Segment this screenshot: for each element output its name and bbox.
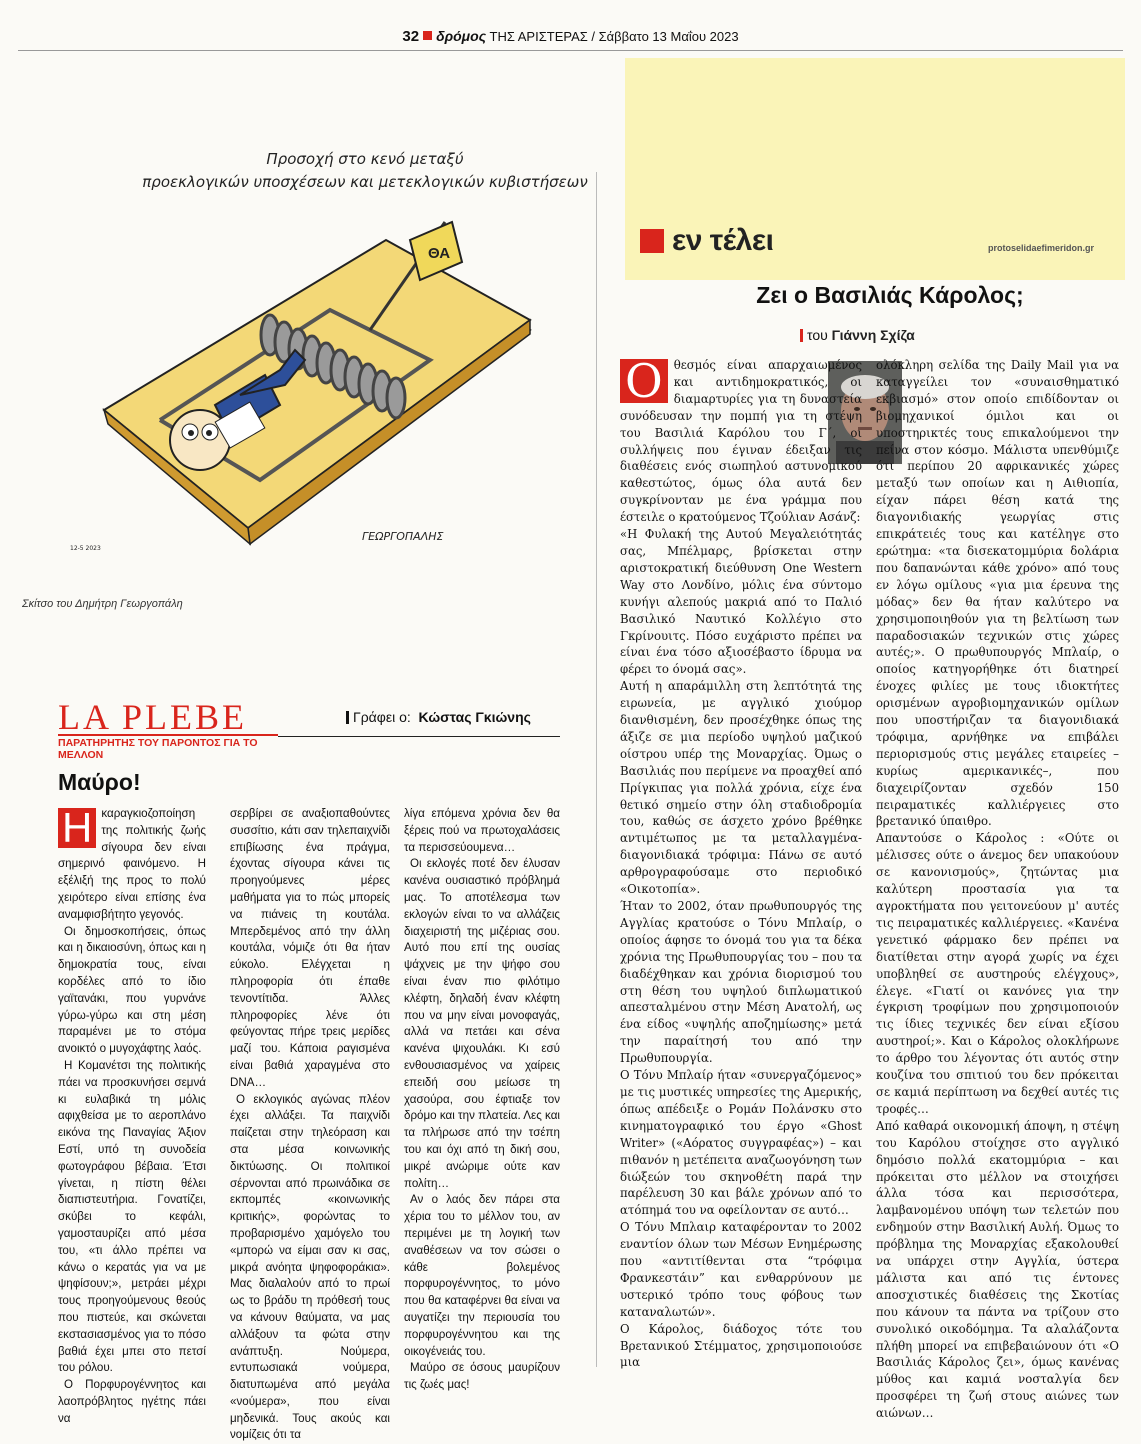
page-header <box>0 28 1141 48</box>
article-col1-p4: Ήταν το 2002, όταν πρωθυπουργός της Αγγλίας κρατούσε ο Τόνυ Μπλαίρ, ο οποίος άφησε το όνομά του για τα δέκα χρόνια της Πρωθυπουργίας του – που τα διαδέχθηκαν και χρόνια διορισμού του στη θέση του υψηλού διπλωματικού απεσταλμένου στην Μέση Ανατολή, ως ένα είδος «υψηλής αποζημίωσης» μετά την παραίτησή του από την Πρωθυπουργία. <box>620 899 862 1066</box>
cartoon-caption-line1: Προσοχή στο κενό μεταξύ <box>266 150 464 168</box>
article-column-2 <box>876 357 1119 1422</box>
article-col2-p3: Από καθαρά οικονομική άποψη, η στέψη του Καρόλου στοίχησε στο αγγλικό δημόσιο πολλά εκατομμύρια – και πρόκειται στο μέλλον να στοιχήσει άλλα τόσα και περισσότερα, λαμβανομένου υπόψη των τελετών που ενδημούν στην Βασιλική Αυλή. Όμως το πρόβλημα της Μοναρχίας εξακολουθεί να υπάρχει στην Αγγλία, ύστερα μάλιστα και από τις έντονες αποσχιστικές διαθέσεις της Σκοτίας που κάνουν τα πάντα να τρίζουν στο συνολικό οικοδόμημα. Τα αλαλάζοντα πλήθη μπορεί να επιβεβαιώνουν ότι «Ο Βασιλιάς Κάρολος ζει», όμως κανένας μύθος και καμιά νοσταλγία δεν προσφέρει τη ζωή στους αιώνες των αιώνων… <box>876 1118 1119 1421</box>
la-plebe-byline <box>346 709 531 725</box>
article-byline <box>800 327 915 343</box>
cartoon-caption <box>130 148 600 194</box>
article-col2-p1: ολόκληρη σελίδα της Daily Mail για να καταγγείλει τον «συναισθηματικό εκβιασμό» στον οποίο επιδίδονταν οι βιομηχανικοί όμιλοι και οι υποστηρικτές τους επικαλούμενοι την πείνα στον κόσμο. Μάλιστα υπενθύμιζε ότι περίπου 20 αφρικανικές χώρες μεταξύ των οποίων και η Αιθιοπία, είχαν πάρει θέση κατά της διαγονιδιακής γεωργίας στις επικράτειές τους και κατέληγε στο ερώτημα: «τα δισεκατομμύρια δολάρια που δαπανώνται κάθε χρόνο» από τους εν λόγω ομίλους «για μια έρευνα της μόδας» δεν θα ήταν καλύτερο να χρησιμοποιηθούν για τη βελτίωση των παραδοσιακών τεχνικών στις χώρες αυτές;». Ο πρωθυπουργός Μπλαίρ, ο οποίος κατηγορήθηκε ότι διατηρεί ένοχες φιλίες με τους ιδιοκτήτες ορισμένων αγροβιομηχανικών ομίλων που υποστήριζαν τα διαγονιδιακά τρόφιμα, αρνήθηκε να επιβάλει περιορισμούς στις μεγάλες εταιρείες –κυρίως αμερικανικές–, που διαχειρίζονταν σχεδόν 150 πειραματικές καλλιέργειες στο βρετανικό ύπαιθρο. <box>876 358 1119 829</box>
red-square-icon <box>423 31 432 40</box>
la-plebe-col3-p2: Οι εκλογές ποτέ δεν έλυσαν κανένα ουσιαστικό πρόβλημά μας. Το αποτέλεσμα των εκλογών είναι το να αλλάζεις διαχειριστή της μιζέριας σου. Αυτό που επί της ουσίας ψάχνεις με την ψήφο σου είναι έναν πιο φιλότιμο κλέφτη, δηλαδή έναν κλέφτη που να μην είναι μονοφαγάς, αλλά να πετάει και σένα κανένα ψιχουλάκι. Κι εσύ ενθουσιασμένος να χαίρεις επειδή σου μείωσε τη χασούρα, σου έφτιαξε τον δρόμο και την πλατεία. Λες και τα πλήρωσε από την τσέπη του και όχι από τη δική σου, μικρέ ανώριμε ούτε καν πολίτη… <box>404 857 560 1190</box>
byline-marker <box>800 329 803 342</box>
sketch-credit: Σκίτσο του Δημήτρη Γεωργοπάλη <box>22 598 183 610</box>
article-column-1 <box>620 354 862 1371</box>
article-dropcap: Ο <box>620 359 668 403</box>
header-rule <box>18 50 1123 51</box>
la-plebe-byline-prefix: Γράφει ο: <box>353 709 411 725</box>
la-plebe-col1-p4: Ο Πορφυρογέννητος και λαοπρόβλητος ηγέτης πάει να <box>58 1378 206 1425</box>
article-col1-p7: Ο Κάρολος, διάδοχος τότε του Βρετανικού Στέμματος, χρησιμοποιούσε μια <box>620 1321 862 1370</box>
article-col1-p1: θεσμός είναι απαρχαιωμένος και αντιδημοκρατικός, οι διαμαρτυρίες για τη δυναστεία συνόδευσαν την πομπή για τη στέψη του Βασιλιά Καρόλου του Γ΄, οι συλλήψεις που έγιναν έδειξαν τις διαθέσεις ενός σιωπηλού αστυνομικού καθεστώτος, όμως όλα αυτά δεν συγκρίνονταν με ένα γράμμα που έστειλε ο κρατούμενος Τζούλιαν Ασάνζ: <box>620 358 862 525</box>
la-plebe-col3-p4: Μαύρο σε όσους μαυρίζουν τις ζωές μας! <box>404 1361 560 1392</box>
red-square-icon <box>640 229 664 253</box>
la-plebe-col2-p2: Ο εκλογικός αγώνας πλέον έχει αλλάξει. Τα παιχνίδι παίζεται στην τηλεόραση και στα μέσα κοινωνικής δικτύωσης. Οι πολιτικοί σέρνονται από πρωινάδικα σε εκπομπές «κοινωνικής κριτικής», φορώντας το προβαρισμένο χαμόγελο του «μπορώ να είμαι σαν κι σας, μικρά ανόητα ψηφοφοράκια». Μας διαλαλούν από το πρωί ως το βράδυ τη πρόθεσή τους να κάνουν θαύματα, να μας αλλάξουν τα φώτα στην ανάπτυξη. Νούμερα, εντυπωσιακά νούμερα, διατυπωμένα από μεγάλα «νούμερα», που είναι μηδενικά. Τους ακούς και νομίζεις ότι τα <box>230 1092 390 1442</box>
page-number: 32 <box>402 28 420 45</box>
cartoon-date-mark: 12-5 2023 <box>70 545 101 552</box>
la-plebe-column-2 <box>230 806 390 1444</box>
article-col1-p3: Αυτή η απαράμιλλη στη λεπτότητά της ειρωνεία, με αγγλικό χιούμορ διανθισμένη, δεν προσέχθηκε όπως της άξιζε σε μια περίοδο υψηλού μαζικού οίστρου υπέρ της Μοναρχίας. Όμως ο Βασιλιάς που περίμενε να προαχθεί από Πρίγκιπας για πολλά χρόνια, είχε ένα θετικό σημείο στην όλη σταδιοδρομία του, καθώς σε άσχετο χρόνο βρέθηκε αντιμέτωπος με τα μεταλλαγμένα-διαγονιδιακά τρόφιμα: Πάνω σε αυτό αρθρογραφούσαμε στο περιοδικό «Οικοτοπία». <box>620 679 862 897</box>
article-author: Γιάννη Σχίζα <box>831 327 915 343</box>
la-plebe-col3-p3: Αν ο λαός δεν πάρει στα χέρια του το μέλλον του, αν περιμένει με τη λογική των αναθέσεων να τον σώσει ο κάθε βολεμένος πορφυρογέννητος, το μόνο που θα καταφέρνει θα είναι να αυγατίζει την περιουσία του πορφυρογέννητου και της οικογένειάς του. <box>404 1193 560 1358</box>
cartoon-signature: ΓΕΩΡΓΟΠΑΛΗΣ <box>362 530 444 543</box>
en-telei-label: εν τέλει <box>672 224 774 257</box>
la-plebe-col1-p2: Οι δημοσκοπήσεις, όπως και η δικαιοσύνη, όπως και η δημοκρατία τους, είναι κορδέλες από το ίδιο γαϊτανάκι, που γυρνάνε γύρω-γύρω και στη μέση παραμένει με το στόμα ανοικτό ο μυγοχάφτης λαός. <box>58 924 206 1056</box>
la-plebe-column-3 <box>404 806 560 1394</box>
la-plebe-author: Κώστας Γκιώνης <box>418 709 531 725</box>
article-col1-p6: Ο Τόνυ Μπλαιρ καταφέρονταν το 2002 εναντίον όλων των Μέσων Ενημέρωσης που «αντιτίθενται στα “τρόφιμα Φρανκεστάιν” και ενθαρρύνουν με υστερικό τρόπο τους φόβους των καταναλωτών». <box>620 1220 862 1319</box>
flag-text: ΘΑ <box>428 245 451 262</box>
la-plebe-rule <box>278 736 560 737</box>
la-plebe-dropcap: Η <box>58 808 96 848</box>
newspaper-brand: δρόμος <box>436 28 487 44</box>
article-col2-p2: Απαντούσε ο Κάρολος : «Ούτε οι μέλισσες ούτε ο άνεμος δεν υπακούουν σε κανονισμούς», ζητώντας μια καλύτερη προστασία για τα αγροκτήματα που γειτονεύουν μ' αυτές τις πειραματικές καλλιέργειες. «Κανένα γενετικό φάρμακο δεν πρέπει να διατίθεται στην αγορά χωρίς να έχει υποβληθεί σε αυστηρούς ελέγχους», έλεγε. «Γιατί οι κανόνες για την έγκριση τροφίμων που χρησιμοποιούν τις ίδιες τεχνικές δεν είναι εξίσου αυστηροί;». Και ο Κάρολος ολοκλήρωνε το άρθρο του λέγοντας ότι αυτός στην κουζίνα του σπιτιού του δεν πρόκειται σε καμιά περίπτωση να δεχθεί αυτές τις τροφές… <box>876 831 1119 1116</box>
byline-marker <box>346 711 349 724</box>
la-plebe-col1-p1: καραγκιοζοποίηση της πολιτικής ζωής σίγουρα δεν είναι σημερινό φαινόμενο. Η εξέλιξή της προς το πολύ χειρότερο είναι επίσης ένα αναμφισβήτητο γεγονός. <box>58 807 206 921</box>
la-plebe-headline: Μαύρο! <box>58 769 141 795</box>
mousetrap-cartoon <box>70 210 560 570</box>
column-divider <box>596 172 597 1367</box>
la-plebe-col2-p1: σερβίρει σε αναξιοπαθούντες συσσίτιο, κάτι σαν τηλεπαιχνίδι επιβίωσης ένα πράγμα, έχοντας σίγουρα κάνει τις προηγούμενες μέρες μαθήματα για το πώς μπορείς να πιάνεις τη κουτάλα. Μπερδεμένος από την άλλη κουτάλα, νόμιζε ότι θα ήταν εύκολο. Ελέγχεται η πληροφορία ότι έπαθε τενοντίτιδα. Άλλες πληροφορίες λένε ότι φεύγοντας πήρε τρεις μερίδες μαζί του. Κάποια ραγισμένα είναι βαθιά χαραγμένα στο DNA… <box>230 807 390 1089</box>
article-headline: Ζει ο Βασιλιάς Κάρολος; <box>756 282 1024 308</box>
watermark: protoselidaefimeridon.gr <box>988 243 1095 253</box>
article-col1-p5: Ο Τόνυ Μπλαίρ ήταν «συνεργαζόμενος» με τις μυστικές υπηρεσίες της Αμερικής, όπως απέδειξε ο Ρομάν Πολάνσκυ στο κινηματογραφικό του έργο «Ghost Writer» («Αόρατος συγγραφέας») – και πιθανόν η μετέπειτα αναζωογόνηση των διώξεών του σκηνοθέτη παρά την παρέλευση 30 και βάλε χρόνων από το ατόπημά του να οφείλονταν σε αυτό… <box>620 1068 862 1218</box>
article-byline-prefix: του <box>807 327 828 343</box>
la-plebe-title: LA PLEBE <box>58 697 248 737</box>
la-plebe-col1-p3: Η Κομανέτσι της πολιτικής πάει να προσκυνήσει σεμνά κι ευλαβικά τη μόλις αφιχθείσα με το αεροπλάνο εικόνα της Παναγίας Άξιον Εστί, υπό τη συνοδεία φωτογράφου βέβαια. Έτσι γίνεται, η πίστη θέλει διαπιστευτήρια. Γονατίζει, σκύβει το κεφάλι, γαμοσταυρίζει από μέσα του, «τι άλλο πρέπει να κάνω ο κερατάς για να με ψηφίσουν;», μετράει μέχρι τους προηγούμενους θεούς που πιστεύε, και σκώνεται εκστασιασμένος για το πόσο βαθιά έχει μπει στο πετσί του ρόλου. <box>58 1058 206 1375</box>
header-date: ΤΗΣ ΑΡΙΣΤΕΡΑΣ / Σάββατο 13 Μαΐου 2023 <box>489 29 739 44</box>
la-plebe-column-1 <box>58 806 206 1427</box>
la-plebe-col3-p1: λίγα επόμενα χρόνια δεν θα ξέρεις πού να πρωτοχαλάσεις τα περισσεύουμενα… <box>404 807 560 854</box>
cartoon-caption-line2: προεκλογικών υποσχέσεων και μετεκλογικών κυβιστήσεων <box>142 173 588 191</box>
article-col1-p2: «Η Φυλακή της Αυτού Μεγαλειότητάς σας, Μπέλμαρς, βρίσκεται στην αριστοκρατική διεύθυνση One Western Way στο Λονδίνο, μόλις ένα σύντομο κυνήγι αλεπούς μακριά από το Παλιό Βασιλικό Ναυτικό Κολλέγιο στο Γκρίνουιτς. Πόσο ευχάριστο πρέπει να είναι ένα τόσο αξιοσέβαστο ίδρυμα να φέρει το όνομά σας». <box>620 527 862 677</box>
la-plebe-subtitle: ΠΑΡΑΤΗΡΗΤΗΣ ΤΟΥ ΠΑΡΟΝΤΟΣ ΓΙΑ ΤΟ ΜΕΛΛΟΝ <box>58 734 278 761</box>
